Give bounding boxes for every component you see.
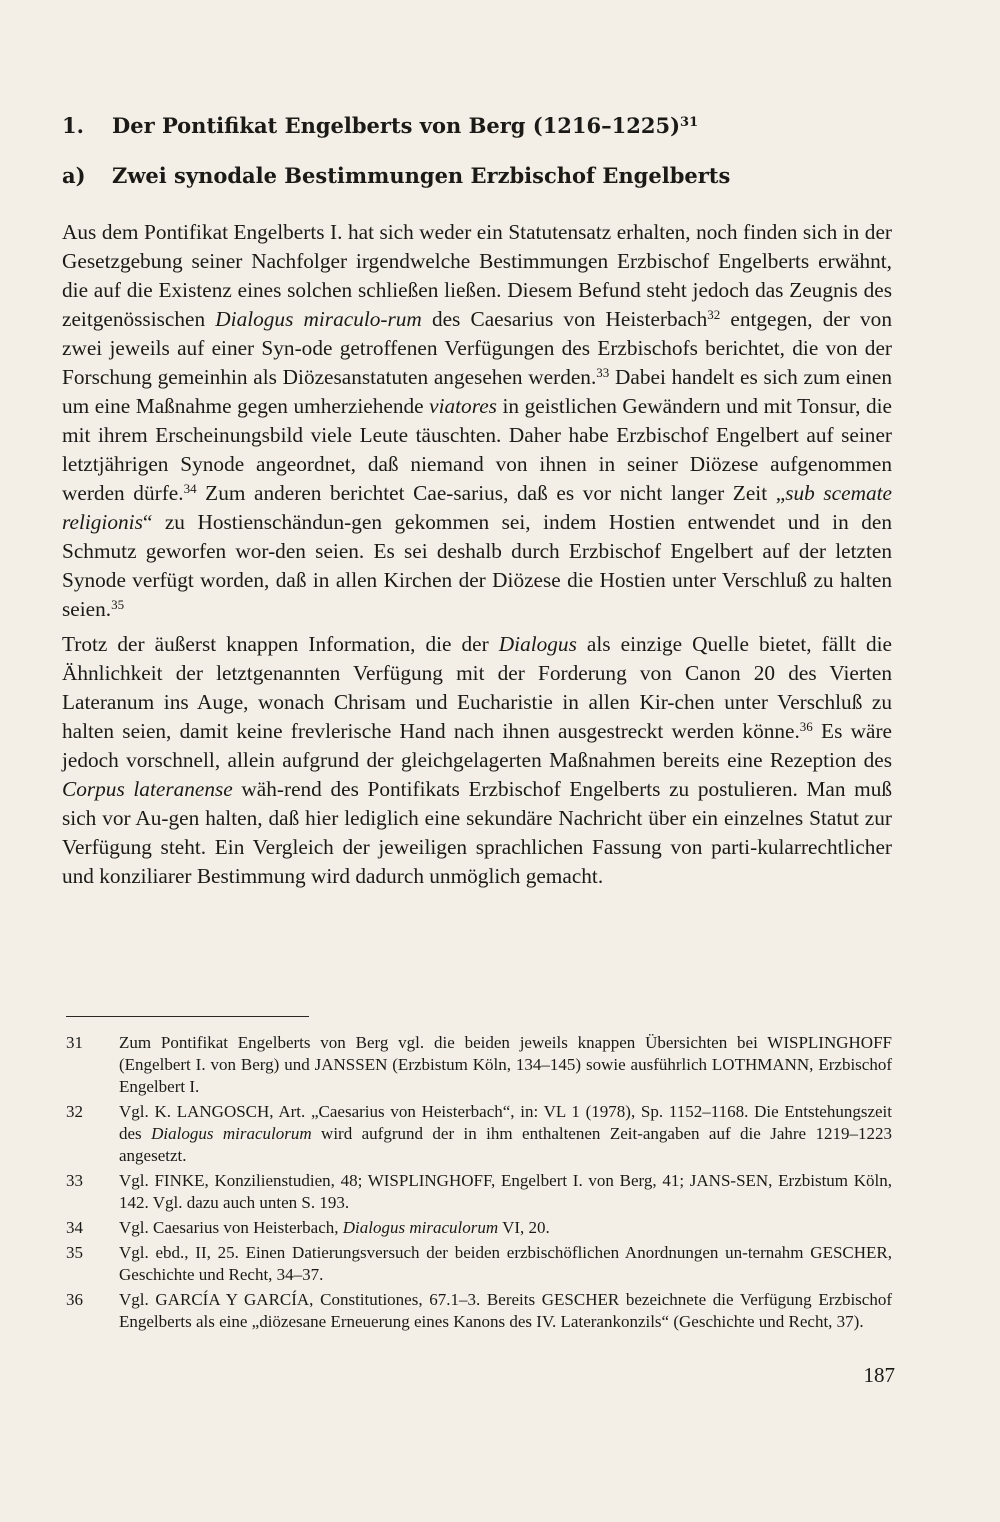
footnote-ref: 33	[596, 365, 610, 380]
italic-title: Dialogus miraculo-rum	[215, 307, 422, 331]
text-run: Aus dem Pontifikat Engelberts I. hat sich weder ein Statutensatz erhalten, noch finden sich in der Gesetzgebung seiner Nachfolger irgendwelche Bestimmungen Erzbischof Engelberts erwähnt, die auf die Existenz eines solchen schließen ließen. Diesem Befund steht jedoch das Zeugnis des zeitgenössischen	[62, 220, 892, 331]
subsection-number: a)	[62, 163, 86, 188]
footnote-text: Vgl. FINKE, Konzilienstudien, 48; WISPLINGHOFF, Engelbert I. von Berg, 41; JANS-SEN, Erzbistum Köln, 142. Vgl. dazu auch unten S. 193.	[119, 1171, 892, 1212]
text-run: “ zu Hostienschändun-gen gekommen sei, indem Hostien entwendet und in den Schmutz geworfen wor-den seien. Es sei deshalb durch Erzbischof Engelbert auf der letzten Synode verfügt worden, daß in allen Kirchen der Diözese die Hostien unter Verschluß zu halten seien.	[62, 510, 892, 621]
footnote	[66, 1289, 892, 1333]
footnote-ref: 31	[680, 115, 699, 130]
footnote	[66, 1217, 892, 1239]
italic-title: Dialogus miraculorum	[151, 1124, 312, 1143]
text-run: des Caesarius von Heisterbach	[421, 307, 708, 331]
footnote-text: Zum Pontifikat Engelberts von Berg vgl. die beiden jeweils knappen Übersichten bei WISPLINGHOFF (Engelbert I. von Berg) und JANSSEN (Erzbistum Köln, 134–145) sowie ausführlich LOTHMANN, Erzbischof Engelbert I.	[119, 1033, 892, 1096]
text-run: Es wäre jedoch vorschnell, allein aufgrund der gleichgelagerten Maßnahmen bereits eine Rezeption des	[62, 719, 892, 772]
main-text	[62, 218, 892, 894]
text-run: Vgl. K. LANGOSCH, Art. „Caesarius von Heisterbach“, in: VL 1 (1978), Sp. 1152–1168. Die Entstehungszeit des	[119, 1102, 892, 1143]
text-run: Vgl. Caesarius von Heisterbach,	[119, 1218, 343, 1237]
footnote-divider	[66, 1016, 309, 1017]
text-run: entgegen, der von zwei jeweils auf einer Syn-ode getroffenen Verfügungen des Erzbischofs berichtet, die von der Forschung gemeinhin als Diözesanstatuten angesehen werden.	[62, 307, 892, 389]
text-run: in geistlichen Gewändern und mit Tonsur, die mit ihrem Erscheinungsbild viele Leute täuschten. Daher habe Erzbischof Engelbert auf seiner letztjährigen Synode angeordnet, daß niemand von ihnen in seiner Diözese aufgenommen werden dürfe.	[62, 394, 893, 505]
chapter-title	[112, 112, 698, 140]
text-run: Trotz der äußerst knappen Information, die der	[62, 632, 499, 656]
text-run: Dabei handelt es sich zum einen um eine Maßnahme gegen umherziehende	[62, 365, 892, 418]
footnote-ref: 36	[799, 719, 813, 734]
footnote	[66, 1170, 892, 1214]
subsection-title: Zwei synodale Bestimmungen Erzbischof Engelberts	[112, 163, 731, 188]
paragraph-1	[62, 218, 892, 624]
footnote-number: 33	[66, 1171, 83, 1190]
italic-quote: sub scemate religionis	[62, 481, 892, 534]
footnote-number: 35	[66, 1243, 83, 1262]
chapter-number: 1.	[62, 113, 84, 138]
footnote	[66, 1242, 892, 1286]
footnote-text: Vgl. ebd., II, 25. Einen Datierungsversuch der beiden erzbischöflichen Anordnungen un-ternahm GESCHER, Geschichte und Recht, 34–37.	[119, 1243, 892, 1284]
italic-title: Dialogus miraculorum	[342, 1218, 499, 1237]
italic-term: viatores	[429, 394, 497, 418]
subsection-heading	[62, 162, 892, 190]
text-run: wird aufgrund der in ihm enthaltenen Zeit-angaben auf die Jahre 1219–1223 angesetzt.	[119, 1124, 893, 1165]
page-number: 187	[863, 1363, 895, 1387]
footnote-text	[119, 1217, 892, 1239]
italic-title: Dialogus	[498, 632, 577, 656]
footnote	[66, 1101, 892, 1167]
footnote-ref: 34	[183, 481, 197, 496]
footnote-ref: 35	[111, 597, 125, 612]
italic-title: Corpus lateranense	[62, 777, 233, 801]
footnote-text	[119, 1101, 892, 1167]
text-run: wäh-rend des Pontifikats Erzbischof Engelberts zu postulieren. Man muß sich vor Au-gen halten, daß hier lediglich eine sekundäre Nachricht über ein einzelnes Statut zur Verfügung steht. Ein Vergleich der jeweiligen sprachlichen Fassung von parti-kularrechtlicher und konziliarer Bestimmung wird dadurch unmöglich gemacht.	[62, 777, 892, 888]
footnote	[66, 1032, 892, 1098]
footnote-ref: 32	[707, 307, 721, 322]
chapter-title-text: Der Pontifikat Engelberts von Berg (1216–1225)	[112, 113, 681, 138]
paragraph-2	[62, 630, 892, 891]
chapter-heading	[62, 112, 892, 140]
footnote-number: 31	[66, 1033, 83, 1052]
section-headings	[62, 112, 892, 190]
text-run: als einzige Quelle bietet, fällt die Ähnlichkeit der letztgenannten Verfügung mit der Forderung von Canon 20 des Vierten Lateranum ins Auge, wonach Chrisam und Eucharistie in allen Kir-chen unter Verschluß zu halten seien, damit keine frevlerische Hand nach ihnen ausgestreckt werden könne.	[62, 632, 892, 743]
footnote-number: 32	[66, 1102, 83, 1121]
text-run: VI, 20.	[498, 1218, 550, 1237]
footnote-number: 36	[66, 1290, 83, 1309]
footnotes	[66, 1032, 892, 1336]
footnote-number: 34	[66, 1218, 83, 1237]
footnote-text: Vgl. GARCÍA Y GARCÍA, Constitutiones, 67.1–3. Bereits GESCHER bezeichnete die Verfügung Erzbischof Engelberts als eine „diözesane Erneuerung eines Kanons des IV. Laterankonzils“ (Geschichte und Recht, 37).	[119, 1290, 892, 1331]
text-run: Zum anderen berichtet Cae-sarius, daß es vor nicht langer Zeit „	[196, 481, 786, 505]
